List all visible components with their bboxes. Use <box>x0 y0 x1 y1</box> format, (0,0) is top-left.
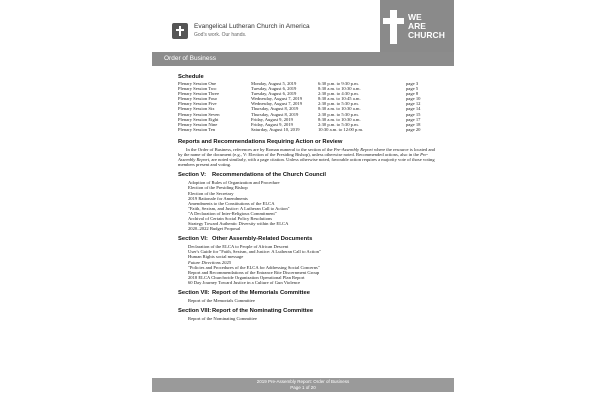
list-item: User's Guide for "Faith, Sexism, and Justice: A Lutheran Call to Action" <box>188 249 321 255</box>
schedule-date: Friday, August 9, 2019 <box>251 116 293 122</box>
brand-line: ARE <box>408 21 426 31</box>
section-items <box>178 298 440 303</box>
schedule-date: Thursday, August 8, 2019 <box>251 111 299 117</box>
page-footer <box>152 378 454 392</box>
list-item: Strategy Toward Authentic Diversity within the ELCA <box>188 221 289 227</box>
schedule-page: page 15 <box>406 111 421 117</box>
list-item: Adoption of Rules of Organization and Procedure <box>188 180 280 186</box>
cross-logo-icon <box>172 23 188 39</box>
schedule-page: page 8 <box>406 91 419 97</box>
section-number: Section V: <box>178 172 207 179</box>
brand-cross-icon <box>390 10 397 44</box>
section-heading <box>178 236 440 243</box>
section-heading <box>178 172 440 179</box>
section-title: Recommendations of the Church Council <box>212 172 327 179</box>
schedule-name: Plenary Session Seven <box>178 111 220 117</box>
schedule-time: 2:30 p.m. to 4:30 p.m. <box>318 91 359 97</box>
section-title: Report of the Nominating Committee <box>212 308 314 315</box>
schedule-row <box>178 127 440 132</box>
page-number: Page 1 of 20 <box>290 385 316 390</box>
schedule-time: 8:30 a.m. to 10:30 a.m. <box>318 106 361 112</box>
schedule-name: Plenary Session Four <box>178 96 218 102</box>
schedule-time: 2:30 p.m. to 5:30 p.m. <box>318 111 359 117</box>
schedule-date: Saturday, August 10, 2019 <box>251 126 300 132</box>
schedule-time: 8:30 a.m. to 10:45 a.m. <box>318 96 361 102</box>
section-number: Section VII: <box>178 290 210 296</box>
schedule-page: page 17 <box>406 116 421 122</box>
schedule-page: page 10 <box>406 96 421 102</box>
document-page <box>152 0 454 400</box>
schedule-page: page 12 <box>406 101 421 107</box>
list-item: Declaration of the ELCA to People of African Descent <box>188 244 289 250</box>
schedule-name: Plenary Session Ten <box>178 126 216 132</box>
section-title: Report of the Memorials Committee <box>212 290 310 296</box>
schedule-name: Plenary Session Nine <box>178 121 218 127</box>
list-item: 60 Day Journey Toward Justice in a Culture of Gun Violence <box>188 279 301 285</box>
section-items <box>178 316 440 321</box>
schedule-date: Thursday, August 8, 2019 <box>251 106 299 112</box>
list-item: Future Directions 2025 <box>188 259 232 265</box>
schedule-date: Friday, August 9, 2019 <box>251 121 293 127</box>
schedule-name: Plenary Session Five <box>178 101 217 107</box>
sections-list <box>178 172 440 321</box>
brand-line: CHURCH <box>408 30 445 40</box>
schedule-name: Plenary Session Two <box>178 86 217 92</box>
reports-heading: Reports and Recommendations Requiring Action or Review <box>178 138 343 145</box>
section-items <box>178 244 440 285</box>
list-item: Archival of Certain Social Policy Resolutions <box>188 215 273 221</box>
list-item: Human Rights social message <box>188 254 244 260</box>
elca-logo <box>172 21 352 43</box>
schedule-name: Plenary Session Three <box>178 91 219 97</box>
org-name: Evangelical Lutheran Church in America <box>194 23 310 30</box>
list-item: Election of the Secretary <box>188 190 234 196</box>
section-number: Section VIII: <box>178 308 212 315</box>
schedule-heading: Schedule <box>178 74 204 80</box>
title-bar <box>152 52 454 66</box>
schedule-page: page 3 <box>406 81 419 86</box>
schedule-time: 2:30 p.m. to 5:30 p.m. <box>318 121 359 127</box>
schedule-time: 8:30 a.m. to 10:30 a.m. <box>318 116 361 122</box>
schedule-page: page 20 <box>406 126 421 132</box>
schedule-time: 6:30 p.m. to 9:30 p.m. <box>318 81 359 86</box>
section-title: Other Assembly-Related Documents <box>212 236 313 243</box>
list-item: Report of the Nominating Committee <box>188 316 257 322</box>
schedule-date: Wednesday, August 7, 2019 <box>251 96 303 102</box>
schedule-date: Tuesday, August 6, 2019 <box>251 91 297 97</box>
list-item: Amendments to the Constitutions of the ELCA <box>188 200 275 206</box>
page-header <box>152 0 454 52</box>
reports-paragraph: In the Order of Business, references are by Roman numeral to the section of the Pre-Assembly Report where the resource is located and by the name of the document (e.g., V: Election of the Presiding Bishop), unless otherwise noted. Recommended actions, also in the Pre-Assembly Report, are noted similarly, with a page citation. Unless otherwise noted, favorable action requires a majority vote of those voting members present and voting. <box>178 146 435 168</box>
schedule-page: page 5 <box>406 86 419 92</box>
tagline: God's work. Our hands. <box>194 32 247 38</box>
schedule-page: page 18 <box>406 121 421 127</box>
schedule-time: 8:30 a.m. to 10:30 a.m. <box>318 86 361 92</box>
schedule-name: Plenary Session Six <box>178 106 215 112</box>
list-item: 2018 ELCA Churchwide Organization Operational Plan Report <box>188 274 305 280</box>
schedule-date: Tuesday, August 6, 2019 <box>251 86 297 92</box>
schedule-table <box>178 81 440 132</box>
section-items <box>178 180 440 231</box>
list-item: "Policies and Procedures of the ELCA for Addressing Social Concerns" <box>188 264 320 270</box>
footer-title: 2019 Pre-Assembly Report: Order of Business <box>256 379 350 384</box>
schedule-page: page 14 <box>406 106 421 112</box>
we-are-church-brand <box>380 0 454 52</box>
brand-line: WE <box>408 12 422 22</box>
page-title: Order of Business <box>164 55 217 62</box>
list-item: "A Declaration of Inter-Religious Commitment" <box>188 210 277 216</box>
section-number: Section VI: <box>178 236 208 243</box>
section-heading <box>178 308 440 315</box>
schedule-time: 2:30 p.m. to 5:30 p.m. <box>318 101 359 107</box>
list-item: Election of the Presiding Bishop <box>188 185 248 191</box>
schedule-date: Monday, August 5, 2019 <box>251 81 297 86</box>
schedule-name: Plenary Session One <box>178 81 217 86</box>
list-item: 2020–2022 Budget Proposal <box>188 226 241 232</box>
schedule-date: Wednesday, August 7, 2019 <box>251 101 303 107</box>
document-content <box>178 74 440 321</box>
list-item: Report and Recommendations of the Entrance Rite Discernment Group <box>188 269 320 275</box>
list-item: "Faith, Sexism, and Justice: A Lutheran Call to Action" <box>188 205 290 211</box>
list-item: 2019 Rationale for Amendments <box>188 195 248 201</box>
schedule-time: 10:30 a.m. to 12:00 p.m. <box>318 126 364 132</box>
list-item: Report of the Memorials Committee <box>188 298 255 303</box>
schedule-name: Plenary Session Eight <box>178 116 219 122</box>
section-heading <box>178 290 440 297</box>
